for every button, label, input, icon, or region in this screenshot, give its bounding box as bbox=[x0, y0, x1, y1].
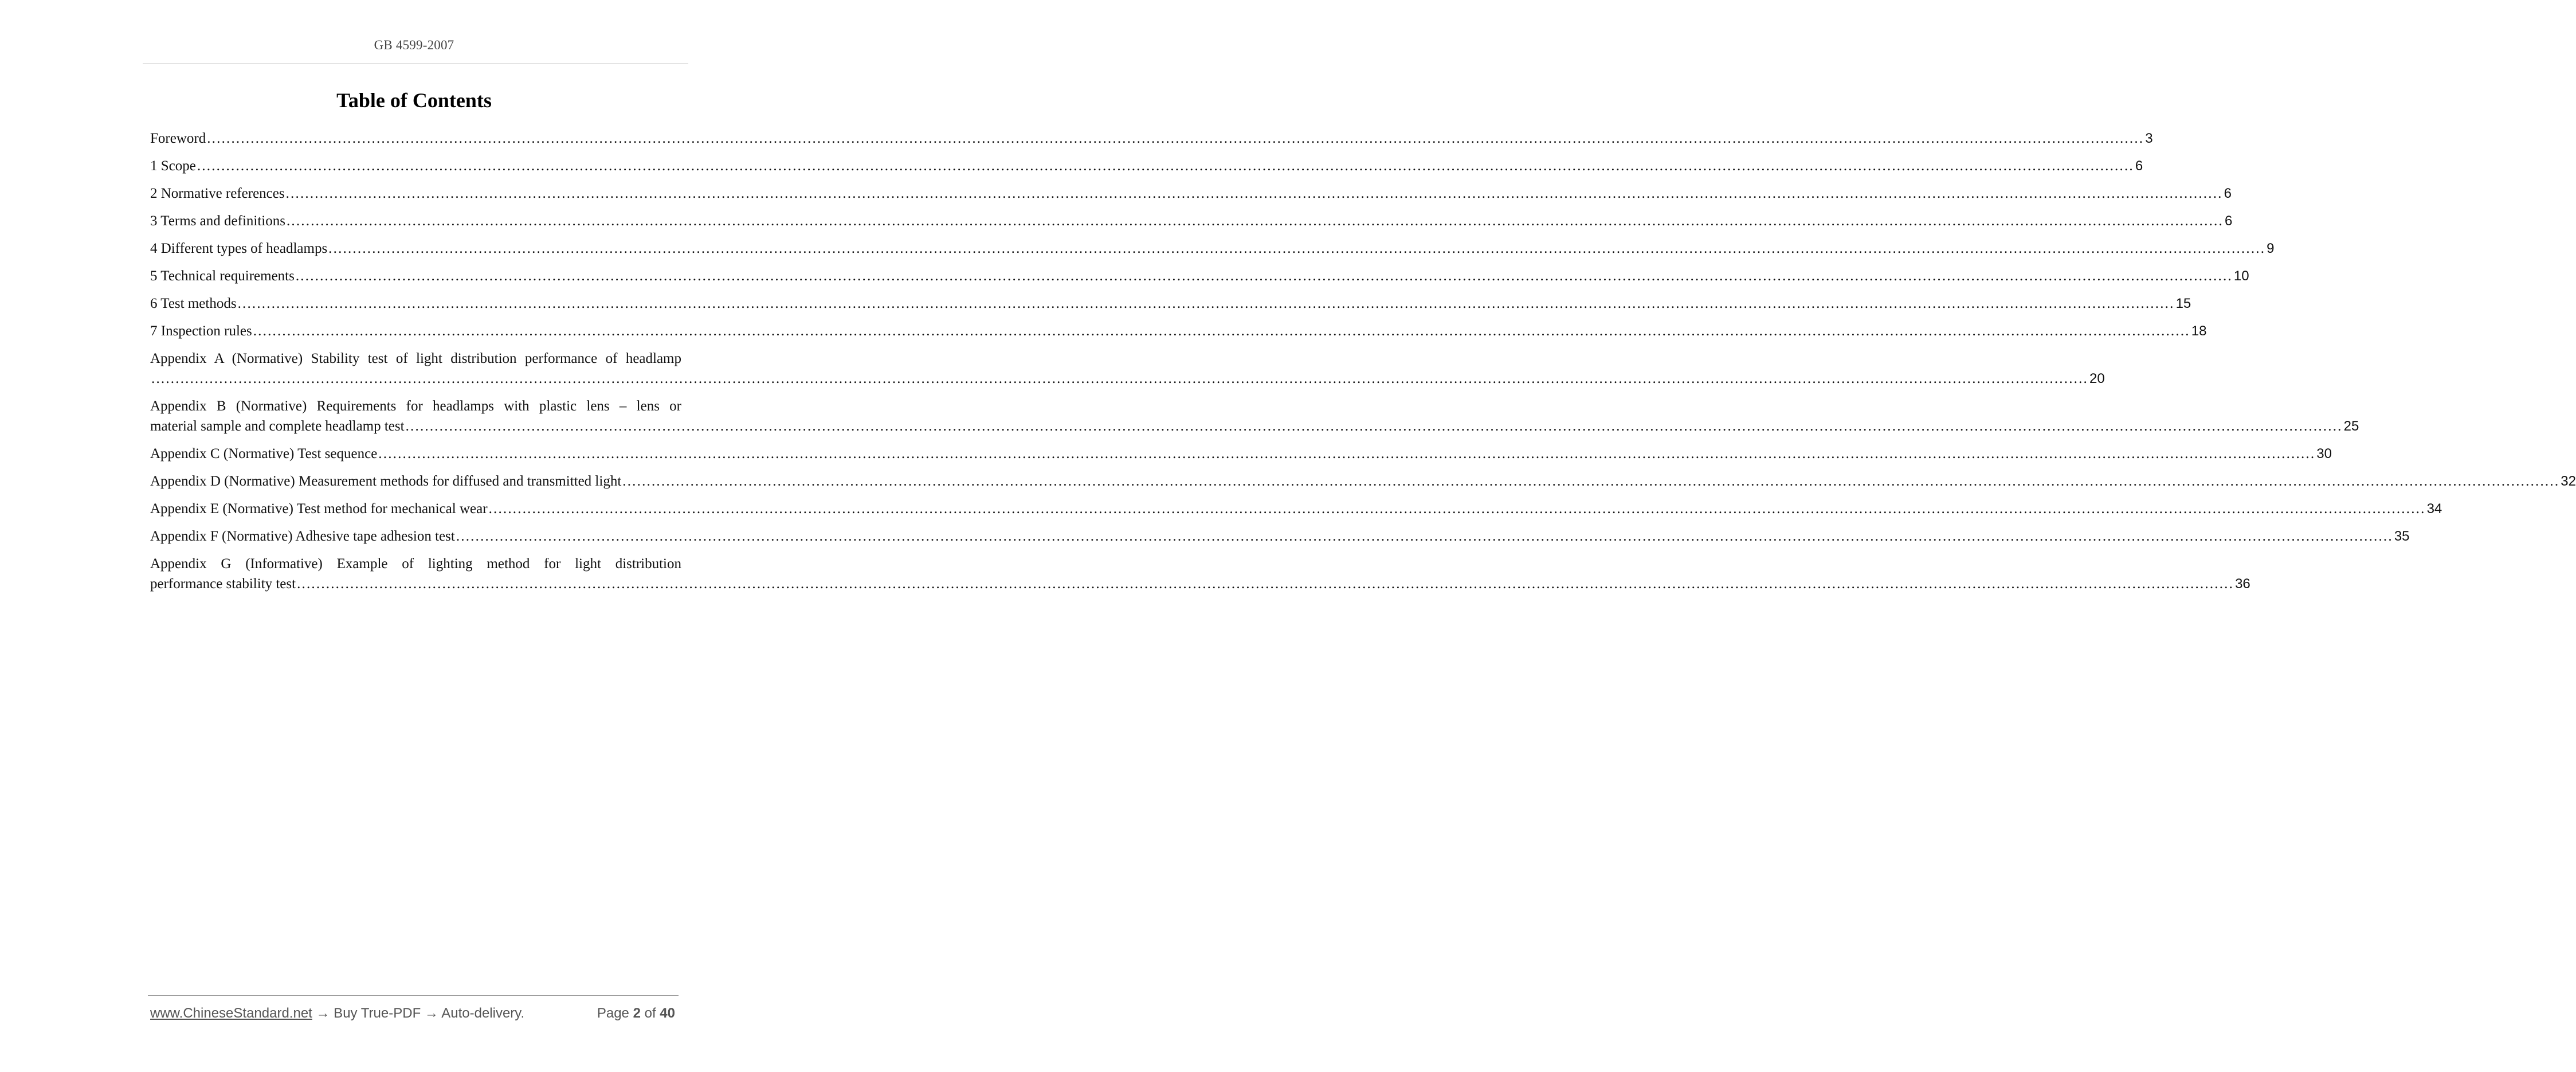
toc-entry-lead-text: Appendix A (Normative) Stability test of light distribution performance of headlamp bbox=[150, 351, 681, 366]
toc-entry-title: Foreword bbox=[150, 131, 206, 146]
toc-entry[interactable] bbox=[150, 238, 2275, 259]
toc-entry-page-number: 6 bbox=[2224, 186, 2232, 201]
toc-dot-leader: ................................................................................................................................................................................................................................................................................................................................................................................................................ bbox=[286, 213, 2224, 229]
footer-divider bbox=[148, 995, 679, 996]
toc-entry-page-number: 15 bbox=[2175, 296, 2191, 311]
toc-entry[interactable] bbox=[150, 526, 2410, 546]
toc-dot-leader: ................................................................................................................................................................................................................................................................................................................................................................................................................ bbox=[151, 371, 2088, 386]
toc-entry-title: 6 Test methods bbox=[150, 296, 237, 311]
toc-dot-leader: ................................................................................................................................................................................................................................................................................................................................................................................................................ bbox=[207, 131, 2144, 146]
toc-entry-line bbox=[150, 574, 2250, 594]
toc-entry-line bbox=[150, 156, 2143, 176]
toc-dot-leader: ................................................................................................................................................................................................................................................................................................................................................................................................................ bbox=[237, 296, 2175, 311]
footer-page-current: 2 bbox=[633, 1006, 641, 1021]
toc-entry[interactable] bbox=[150, 321, 2207, 341]
toc-entry-title: 7 Inspection rules bbox=[150, 323, 252, 339]
toc-entry-title: 5 Technical requirements bbox=[150, 268, 295, 284]
toc-entry-page-number: 9 bbox=[2267, 241, 2275, 256]
toc-dot-leader: ................................................................................................................................................................................................................................................................................................................................................................................................................ bbox=[297, 576, 2234, 592]
toc-dot-leader: ................................................................................................................................................................................................................................................................................................................................................................................................................ bbox=[253, 323, 2190, 339]
toc-entry-title: material sample and complete headlamp test bbox=[150, 418, 405, 434]
toc-entry-title: 2 Normative references bbox=[150, 186, 285, 201]
toc-entry[interactable] bbox=[150, 128, 2153, 148]
toc-dot-leader: ................................................................................................................................................................................................................................................................................................................................................................................................................ bbox=[378, 446, 2316, 461]
toc-entry[interactable] bbox=[150, 211, 2233, 231]
toc-entry-line bbox=[150, 526, 2410, 546]
toc-entry-page-number: 18 bbox=[2191, 323, 2207, 339]
toc-entry-title: performance stability test bbox=[150, 576, 296, 592]
toc-dot-leader: ................................................................................................................................................................................................................................................................................................................................................................................................................ bbox=[197, 158, 2134, 174]
toc-entry-title: Appendix D (Normative) Measurement methods for diffused and transmitted light bbox=[150, 474, 622, 489]
footer-of-word: of bbox=[644, 1006, 656, 1021]
toc-entry-title: 3 Terms and definitions bbox=[150, 213, 285, 229]
toc-entry-line bbox=[150, 471, 2576, 491]
footer-page-word: Page bbox=[597, 1006, 629, 1021]
toc-dot-leader: ................................................................................................................................................................................................................................................................................................................................................................................................................ bbox=[328, 241, 2266, 256]
toc-dot-leader: ................................................................................................................................................................................................................................................................................................................................................................................................................ bbox=[295, 268, 2233, 284]
toc-entry-line bbox=[150, 183, 2232, 204]
footer-page-indicator bbox=[597, 1006, 675, 1022]
toc-title: Table of Contents bbox=[336, 89, 492, 112]
toc-entry-line bbox=[150, 128, 2153, 148]
toc-entry-page-number: 36 bbox=[2235, 576, 2250, 592]
toc-entry-line bbox=[150, 238, 2275, 259]
toc-dot-leader: ................................................................................................................................................................................................................................................................................................................................................................................................................ bbox=[488, 501, 2426, 517]
toc-entry[interactable] bbox=[150, 396, 2359, 436]
toc-entry-lead-text: Appendix G (Informative) Example of lighting method for light distribution bbox=[150, 556, 681, 572]
toc-entry[interactable] bbox=[150, 471, 2576, 491]
toc-entry[interactable] bbox=[150, 499, 2442, 519]
toc-entry-line bbox=[150, 321, 2207, 341]
toc-entry-title: 4 Different types of headlamps bbox=[150, 241, 328, 256]
toc-dot-leader: ................................................................................................................................................................................................................................................................................................................................................................................................................ bbox=[622, 474, 2560, 489]
toc-entry-line bbox=[150, 211, 2233, 231]
toc-entry-page-number: 6 bbox=[2224, 213, 2233, 229]
footer-site-link[interactable]: www.ChineseStandard.net bbox=[150, 1006, 312, 1021]
toc-entry-title: Appendix E (Normative) Test method for mechanical wear bbox=[150, 501, 488, 517]
toc-entry-page-number: 34 bbox=[2426, 501, 2442, 517]
toc-entry-title: 1 Scope bbox=[150, 158, 196, 174]
toc-entry-line bbox=[150, 499, 2442, 519]
toc-entry-title: Appendix F (Normative) Adhesive tape adhesion test bbox=[150, 529, 455, 544]
toc-entry-page-number: 10 bbox=[2233, 268, 2249, 284]
toc-entry-page-number: 32 bbox=[2561, 474, 2576, 489]
toc-list bbox=[150, 128, 2576, 601]
toc-entry-line bbox=[150, 444, 2332, 464]
toc-entry-page-number: 25 bbox=[2343, 418, 2359, 434]
document-code-header: GB 4599-2007 bbox=[374, 38, 454, 52]
toc-entry[interactable] bbox=[150, 349, 2105, 389]
toc-dot-leader: ................................................................................................................................................................................................................................................................................................................................................................................................................ bbox=[456, 529, 2393, 544]
toc-entry[interactable] bbox=[150, 183, 2232, 204]
toc-dot-leader: ................................................................................................................................................................................................................................................................................................................................................................................................................ bbox=[405, 418, 2343, 434]
toc-entry-page-number: 35 bbox=[2394, 529, 2410, 544]
footer-tagline: → Buy True-PDF → Auto-delivery. bbox=[316, 1006, 525, 1021]
toc-entry-lead-text: Appendix B (Normative) Requirements for headlamps with plastic lens – lens or bbox=[150, 398, 681, 414]
toc-entry-line bbox=[150, 416, 2359, 436]
toc-entry[interactable] bbox=[150, 444, 2332, 464]
toc-entry-page-number: 3 bbox=[2145, 131, 2153, 146]
toc-entry[interactable] bbox=[150, 554, 2250, 594]
toc-entry-page-number: 30 bbox=[2316, 446, 2332, 461]
toc-entry-line bbox=[150, 369, 2105, 389]
toc-entry-page-number: 6 bbox=[2135, 158, 2143, 174]
toc-entry[interactable] bbox=[150, 156, 2143, 176]
toc-entry[interactable] bbox=[150, 294, 2191, 314]
toc-entry-page-number: 20 bbox=[2089, 371, 2105, 386]
toc-entry-title: Appendix C (Normative) Test sequence bbox=[150, 446, 378, 461]
toc-dot-leader: ................................................................................................................................................................................................................................................................................................................................................................................................................ bbox=[285, 186, 2223, 201]
footer-page-total: 40 bbox=[660, 1006, 675, 1021]
footer bbox=[150, 1006, 677, 1022]
toc-entry-line bbox=[150, 294, 2191, 314]
toc-entry-line bbox=[150, 266, 2249, 286]
toc-entry[interactable] bbox=[150, 266, 2249, 286]
